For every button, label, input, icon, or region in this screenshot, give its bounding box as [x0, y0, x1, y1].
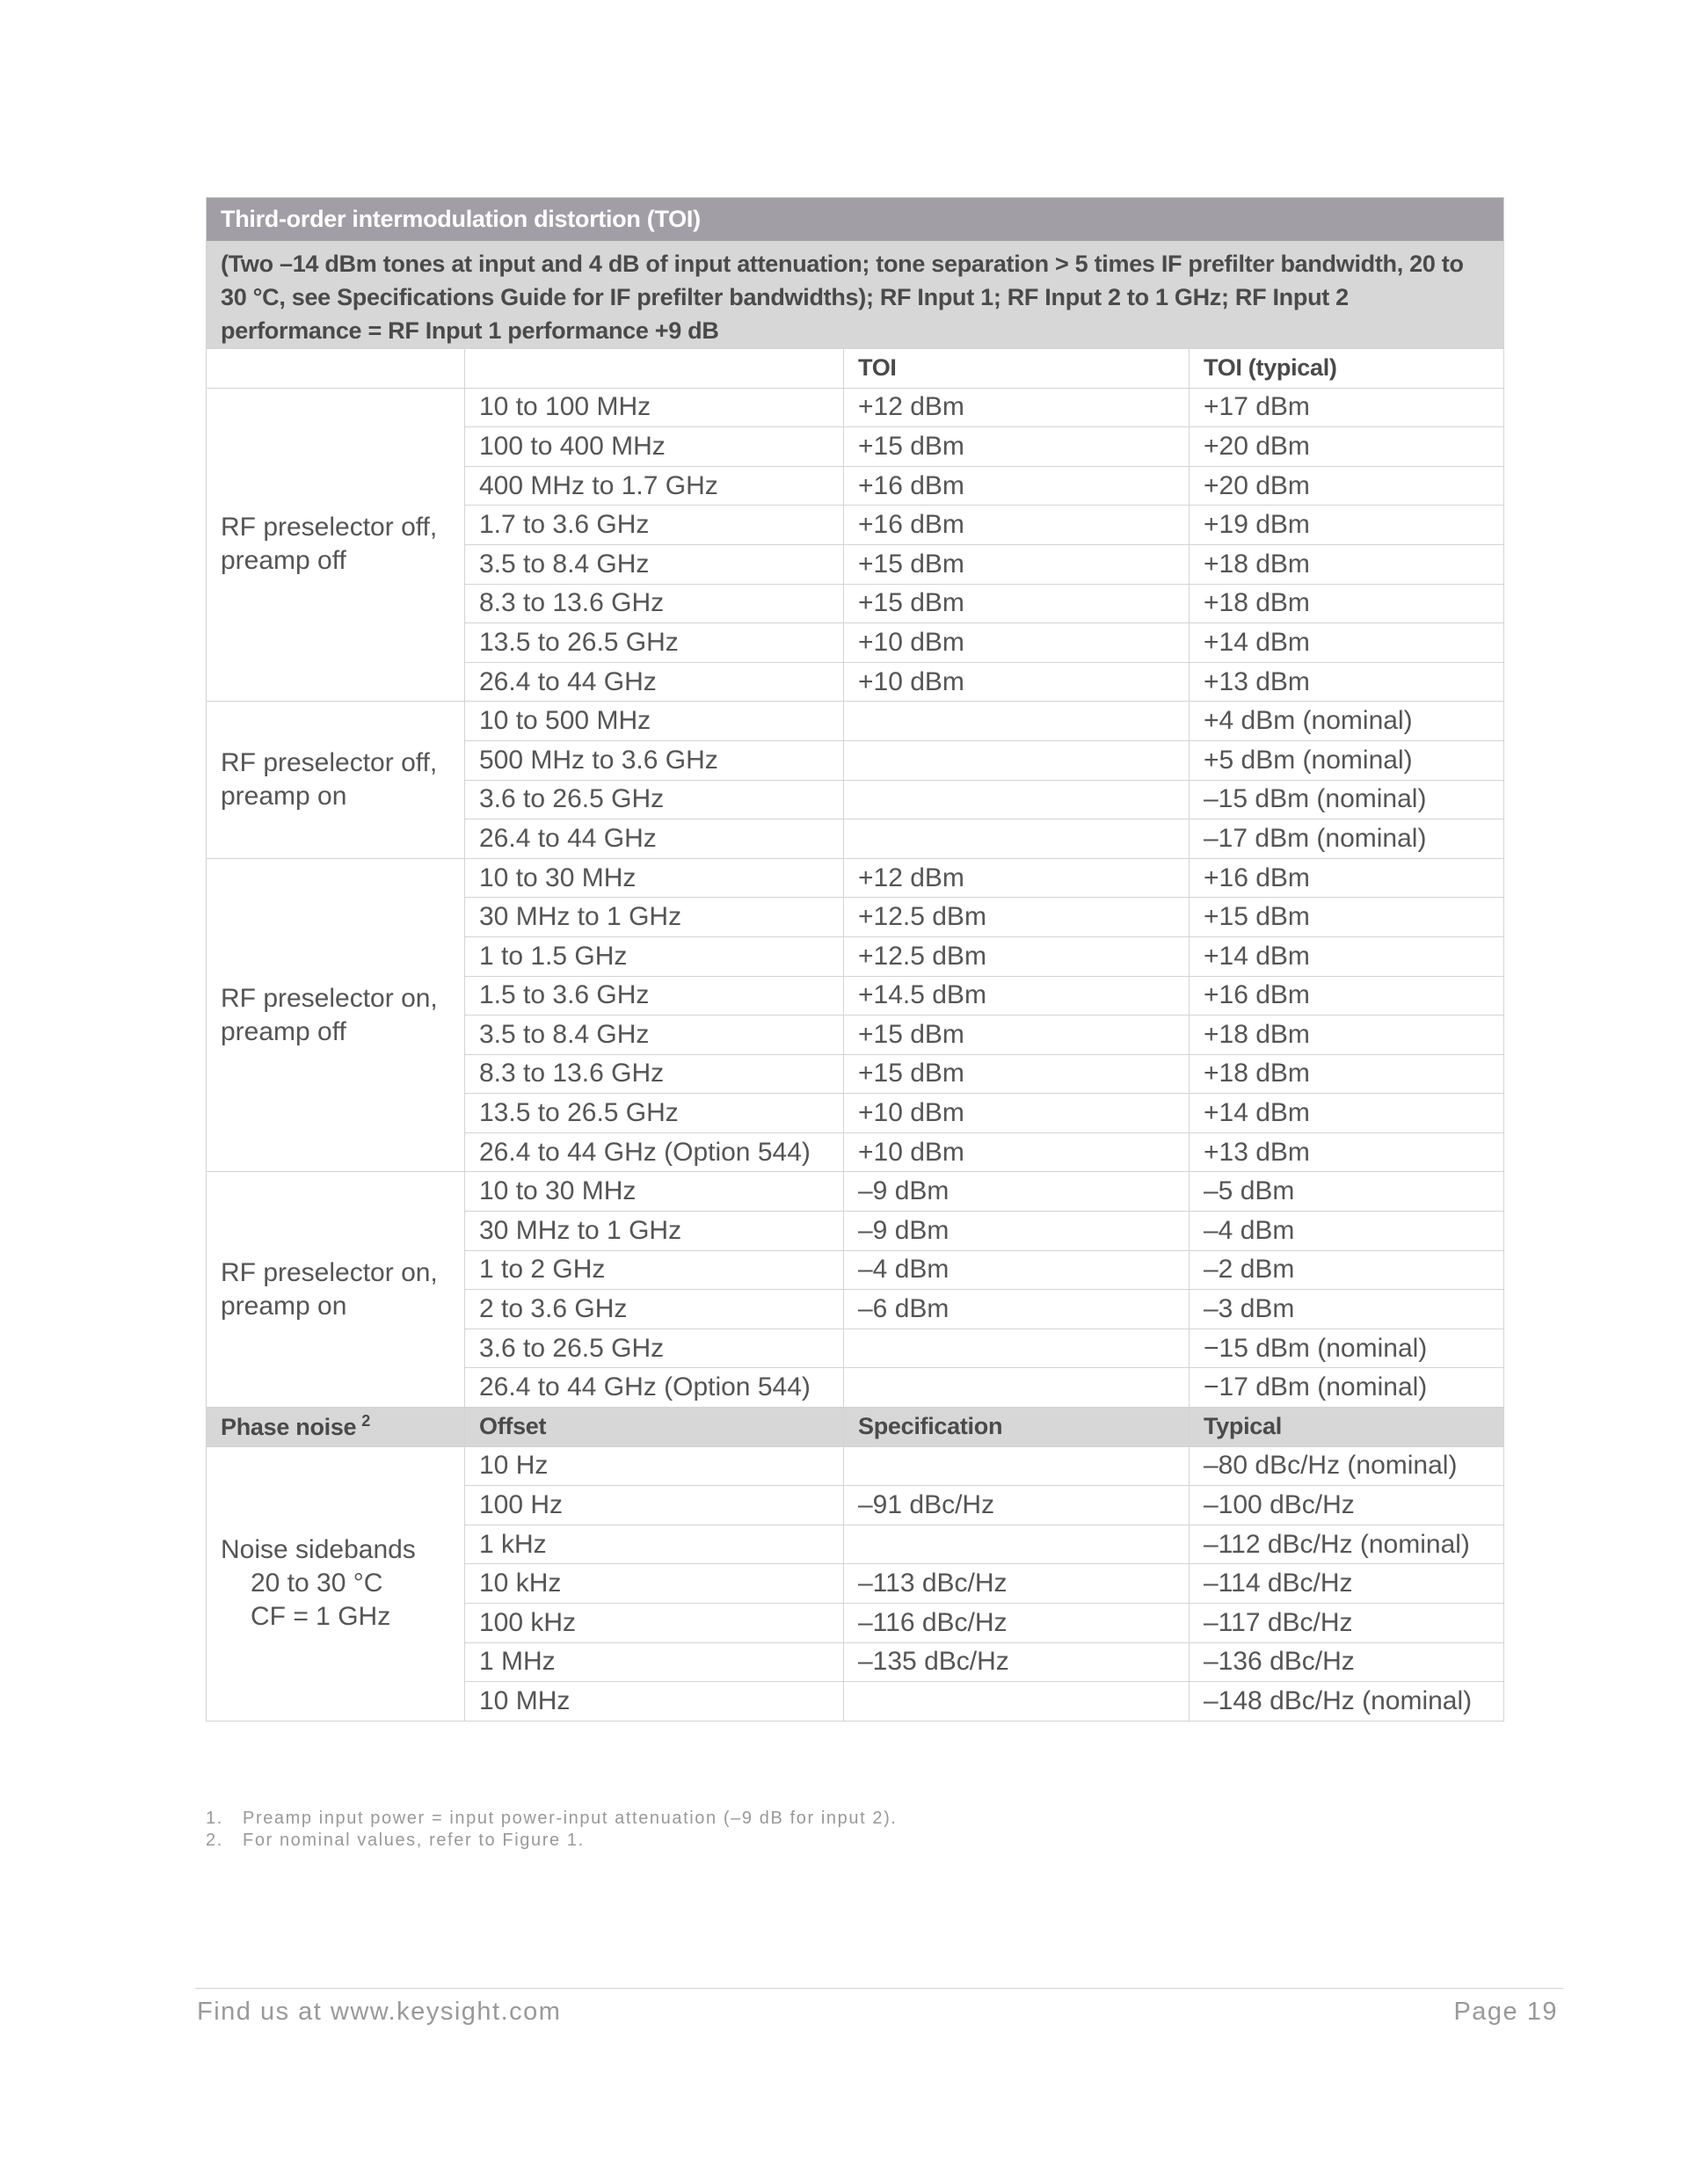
toi-typical-cell: –4 dBm [1190, 1212, 1504, 1251]
page-number: Page 19 [1453, 1998, 1558, 2026]
footnote-item [206, 1830, 898, 1852]
toi-typical-cell: –3 dBm [1190, 1290, 1504, 1329]
frequency-range-cell: 26.4 to 44 GHz [465, 819, 844, 859]
frequency-range-cell: 13.5 to 26.5 GHz [465, 1094, 844, 1133]
phase-noise-title [207, 1408, 465, 1447]
phase-noise-typical-cell: –148 dBc/Hz (nominal) [1190, 1682, 1504, 1722]
toi-typical-cell: +14 dBm [1190, 936, 1504, 976]
table-row [207, 388, 1504, 427]
offset-cell: 1 kHz [465, 1525, 844, 1564]
frequency-range-cell: 400 MHz to 1.7 GHz [465, 466, 844, 506]
toi-typical-cell: +17 dBm [1190, 388, 1504, 427]
phase-noise-spec-cell [844, 1446, 1190, 1486]
frequency-range-cell: 13.5 to 26.5 GHz [465, 623, 844, 663]
toi-spec-cell: +16 dBm [844, 506, 1190, 545]
phase-noise-spec-cell: –91 dBc/Hz [844, 1486, 1190, 1525]
noise-sidebands-label [207, 1446, 465, 1721]
toi-typical-cell: –2 dBm [1190, 1250, 1504, 1290]
frequency-range-cell: 100 to 400 MHz [465, 427, 844, 467]
offset-cell: 1 MHz [465, 1642, 844, 1682]
footnote-text: Preamp input power = input power-input attenuation (–9 dB for input 2). [243, 1809, 898, 1828]
toi-typical-cell: +16 dBm [1190, 858, 1504, 898]
frequency-range-cell: 30 MHz to 1 GHz [465, 1212, 844, 1251]
table-row [207, 858, 1504, 898]
toi-spec-cell: +14.5 dBm [844, 976, 1190, 1016]
toi-typical-cell: +20 dBm [1190, 427, 1504, 467]
toi-spec-cell: –9 dBm [844, 1172, 1190, 1212]
frequency-range-cell: 3.6 to 26.5 GHz [465, 1329, 844, 1368]
header-blank-cell [207, 349, 465, 389]
toi-spec-cell: +15 dBm [844, 1016, 1190, 1055]
toi-typical-cell: +18 dBm [1190, 584, 1504, 623]
phase-noise-typical-cell: –136 dBc/Hz [1190, 1642, 1504, 1682]
phase-noise-title-text: Phase noise [221, 1414, 357, 1441]
footnote-item [206, 1808, 898, 1830]
toi-spec-cell [844, 1368, 1190, 1408]
toi-typical-cell: –17 dBm (nominal) [1190, 819, 1504, 859]
footnotes [206, 1808, 898, 1852]
toi-spec-cell: +10 dBm [844, 662, 1190, 702]
toi-spec-cell [844, 1329, 1190, 1368]
column-header-typical: Typical [1190, 1408, 1504, 1447]
footnote-text: For nominal values, refer to Figure 1. [243, 1831, 585, 1850]
phase-noise-spec-cell: –135 dBc/Hz [844, 1642, 1190, 1682]
toi-spec-cell: +15 dBm [844, 584, 1190, 623]
toi-spec-cell [844, 702, 1190, 741]
toi-spec-cell: –9 dBm [844, 1212, 1190, 1251]
phase-noise-typical-cell: –117 dBc/Hz [1190, 1604, 1504, 1643]
toi-spec-cell [844, 819, 1190, 859]
phase-noise-spec-cell [844, 1682, 1190, 1722]
phase-noise-typical-cell: –80 dBc/Hz (nominal) [1190, 1446, 1504, 1486]
offset-cell: 10 MHz [465, 1682, 844, 1722]
toi-spec-cell [844, 780, 1190, 819]
toi-spec-cell: +15 dBm [844, 1054, 1190, 1094]
frequency-range-cell: 2 to 3.6 GHz [465, 1290, 844, 1329]
toi-conditions: (Two –14 dBm tones at input and 4 dB of input attenuation; tone separation > 5 times IF prefilter bandwidth, 20 to 30 °C, see Specifications Guide for IF prefilter bandwidths); RF Input 1; RF Input 2 to 1 GHz; RF Input 2 performance = RF Input 1 performance +9 dB [207, 242, 1504, 349]
frequency-range-cell: 8.3 to 13.6 GHz [465, 1054, 844, 1094]
toi-typical-cell: −17 dBm (nominal) [1190, 1368, 1504, 1408]
frequency-range-cell: 3.6 to 26.5 GHz [465, 780, 844, 819]
offset-cell: 10 kHz [465, 1564, 844, 1604]
toi-typical-cell: +15 dBm [1190, 898, 1504, 937]
toi-spec-cell: +12 dBm [844, 388, 1190, 427]
frequency-range-cell: 1.7 to 3.6 GHz [465, 506, 844, 545]
toi-spec-cell: +12.5 dBm [844, 898, 1190, 937]
frequency-range-cell: 10 to 500 MHz [465, 702, 844, 741]
group-label: RF preselector off, preamp on [207, 702, 465, 858]
footnote-ref: 2 [361, 1412, 370, 1431]
phase-noise-typical-cell: –114 dBc/Hz [1190, 1564, 1504, 1604]
toi-typical-cell: +5 dBm (nominal) [1190, 740, 1504, 780]
phase-noise-spec-cell: –116 dBc/Hz [844, 1604, 1190, 1643]
frequency-range-cell: 10 to 30 MHz [465, 1172, 844, 1212]
toi-typical-cell: +19 dBm [1190, 506, 1504, 545]
header-blank-cell [465, 349, 844, 389]
toi-title: Third-order intermodulation distortion (TOI) [207, 198, 1504, 242]
footer-website: Find us at www.keysight.com [197, 1998, 562, 2026]
toi-spec-cell: +15 dBm [844, 544, 1190, 584]
toi-typical-cell: +13 dBm [1190, 1132, 1504, 1172]
frequency-range-cell: 1.5 to 3.6 GHz [465, 976, 844, 1016]
frequency-range-cell: 1 to 2 GHz [465, 1250, 844, 1290]
toi-typical-cell: –15 dBm (nominal) [1190, 780, 1504, 819]
footnote-number: 1. [206, 1809, 223, 1828]
toi-typical-cell: −15 dBm (nominal) [1190, 1329, 1504, 1368]
toi-spec-cell: –6 dBm [844, 1290, 1190, 1329]
column-header-toi-typical: TOI (typical) [1190, 349, 1504, 389]
offset-cell: 10 Hz [465, 1446, 844, 1486]
toi-spec-cell: +10 dBm [844, 1094, 1190, 1133]
column-header-toi: TOI [844, 349, 1190, 389]
toi-spec-table [206, 197, 1504, 1722]
table-row [207, 1172, 1504, 1212]
offset-cell: 100 Hz [465, 1486, 844, 1525]
toi-spec-cell: –4 dBm [844, 1250, 1190, 1290]
phase-noise-typical-cell: –100 dBc/Hz [1190, 1486, 1504, 1525]
frequency-range-cell: 26.4 to 44 GHz [465, 662, 844, 702]
offset-cell: 100 kHz [465, 1604, 844, 1643]
toi-typical-cell: +13 dBm [1190, 662, 1504, 702]
toi-spec-cell [844, 740, 1190, 780]
frequency-range-cell: 10 to 100 MHz [465, 388, 844, 427]
frequency-range-cell: 30 MHz to 1 GHz [465, 898, 844, 937]
group-label: RF preselector off, preamp off [207, 388, 465, 702]
toi-typical-cell: +14 dBm [1190, 623, 1504, 663]
toi-typical-cell: +4 dBm (nominal) [1190, 702, 1504, 741]
phase-noise-typical-cell: –112 dBc/Hz (nominal) [1190, 1525, 1504, 1564]
toi-typical-cell: +18 dBm [1190, 544, 1504, 584]
frequency-range-cell: 500 MHz to 3.6 GHz [465, 740, 844, 780]
footnote-number: 2. [206, 1831, 223, 1850]
toi-spec-cell: +15 dBm [844, 427, 1190, 467]
phase-noise-spec-cell: –113 dBc/Hz [844, 1564, 1190, 1604]
toi-spec-cell: +16 dBm [844, 466, 1190, 506]
frequency-range-cell: 26.4 to 44 GHz (Option 544) [465, 1132, 844, 1172]
group-label: RF preselector on, preamp on [207, 1172, 465, 1408]
noise-sidebands-label-line: CF = 1 GHz [251, 1602, 391, 1632]
toi-typical-cell: +18 dBm [1190, 1016, 1504, 1055]
phase-noise-header-row [207, 1408, 1504, 1447]
frequency-range-cell: 26.4 to 44 GHz (Option 544) [465, 1368, 844, 1408]
noise-sidebands-label-line: Noise sidebands [221, 1535, 416, 1565]
toi-spec-cell: +12 dBm [844, 858, 1190, 898]
toi-typical-cell: +18 dBm [1190, 1054, 1504, 1094]
table-row [207, 1446, 1504, 1486]
toi-typical-cell: +20 dBm [1190, 466, 1504, 506]
toi-spec-cell: +12.5 dBm [844, 936, 1190, 976]
toi-spec-cell: +10 dBm [844, 1132, 1190, 1172]
column-header-offset: Offset [465, 1408, 844, 1447]
frequency-range-cell: 3.5 to 8.4 GHz [465, 544, 844, 584]
frequency-range-cell: 8.3 to 13.6 GHz [465, 584, 844, 623]
group-label: RF preselector on, preamp off [207, 858, 465, 1172]
phase-noise-spec-cell [844, 1525, 1190, 1564]
footer-divider [195, 1988, 1563, 1989]
noise-sidebands-label-line: 20 to 30 °C [251, 1569, 383, 1598]
toi-typical-cell: +16 dBm [1190, 976, 1504, 1016]
toi-spec-cell: +10 dBm [844, 623, 1190, 663]
table-row [207, 702, 1504, 741]
frequency-range-cell: 1 to 1.5 GHz [465, 936, 844, 976]
frequency-range-cell: 10 to 30 MHz [465, 858, 844, 898]
frequency-range-cell: 3.5 to 8.4 GHz [465, 1016, 844, 1055]
toi-typical-cell: –5 dBm [1190, 1172, 1504, 1212]
toi-typical-cell: +14 dBm [1190, 1094, 1504, 1133]
column-header-specification: Specification [844, 1408, 1190, 1447]
